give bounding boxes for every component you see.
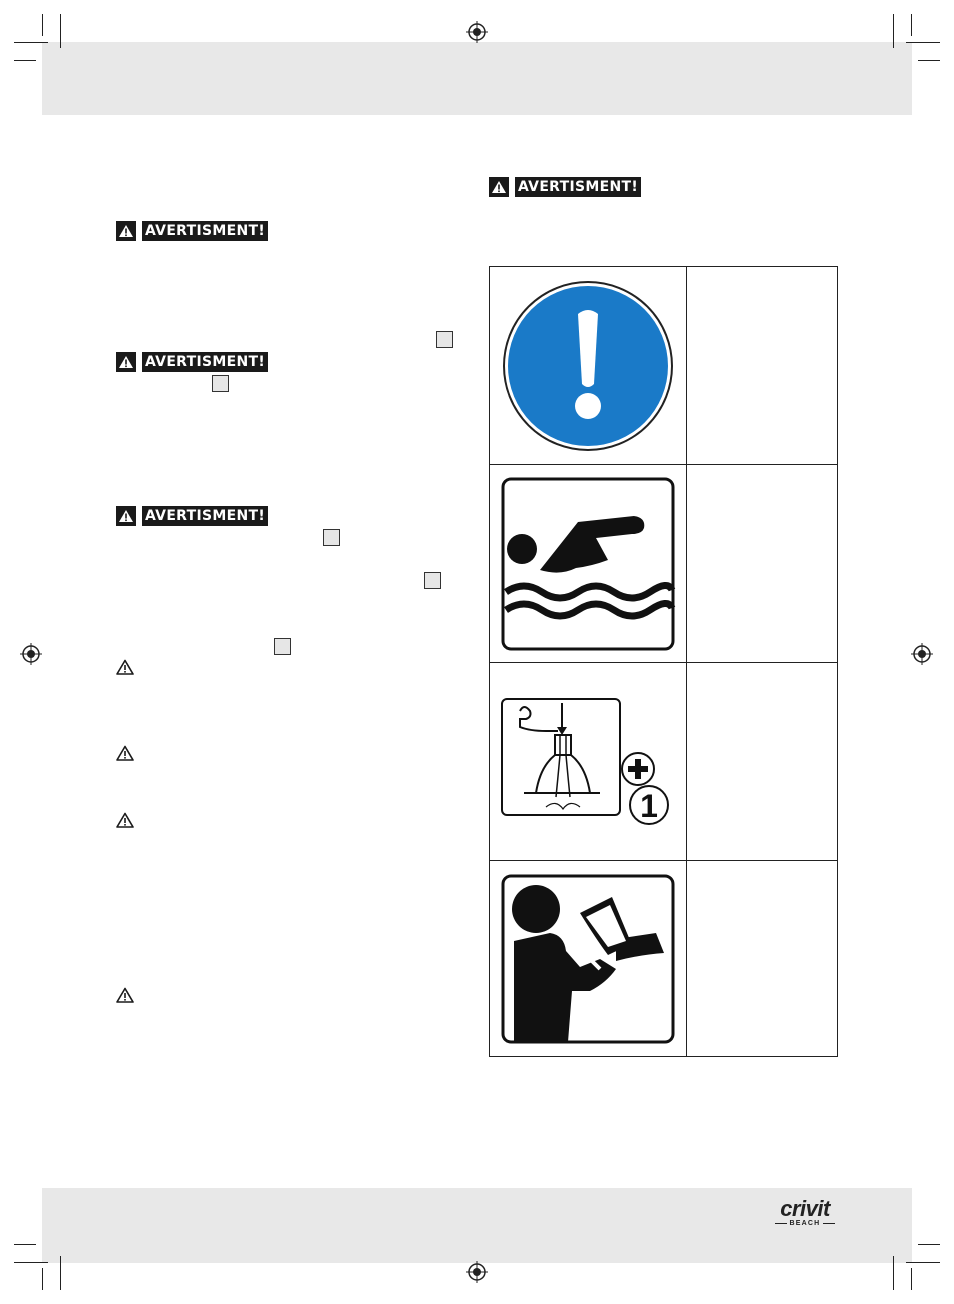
anchoring-icon — [500, 697, 676, 827]
figure-reference-box — [212, 375, 229, 392]
brand-logo — [770, 1198, 840, 1238]
mandatory-action-icon — [502, 280, 674, 452]
row-description — [687, 465, 837, 662]
table-row — [490, 861, 686, 1057]
registration-mark-icon — [466, 21, 488, 43]
row-description — [687, 663, 837, 860]
warning-word: AVERTISMENT! — [142, 506, 268, 526]
warning-label — [116, 506, 268, 526]
warning-word: AVERTISMENT! — [142, 221, 268, 241]
warning-label — [116, 352, 268, 372]
header-band — [42, 42, 912, 115]
row-description — [687, 267, 837, 464]
caution-triangle-icon — [116, 812, 134, 828]
registration-mark-icon — [466, 1261, 488, 1283]
brand-subline: BEACH — [789, 1220, 821, 1227]
warning-triangle-icon — [489, 177, 509, 197]
warning-word: AVERTISMENT! — [142, 352, 268, 372]
registration-mark-icon — [911, 643, 933, 665]
brand-name: crivit — [780, 1196, 830, 1221]
read-manual-icon — [500, 873, 676, 1045]
caution-triangle-icon — [116, 987, 134, 1003]
table-row — [490, 465, 686, 662]
figure-reference-box — [436, 331, 453, 348]
warning-triangle-icon — [116, 352, 136, 372]
caution-triangle-icon — [116, 659, 134, 675]
registration-mark-icon — [20, 643, 42, 665]
safety-icon-table — [489, 266, 838, 1057]
table-row — [490, 267, 686, 464]
warning-triangle-icon — [116, 506, 136, 526]
svg-text:1: 1 — [640, 787, 658, 824]
warning-word: AVERTISMENT! — [515, 177, 641, 197]
table-row — [490, 663, 686, 860]
row-description — [687, 861, 837, 1057]
warning-label — [116, 221, 268, 241]
figure-reference-box — [323, 529, 340, 546]
swimming-icon — [500, 476, 676, 652]
warning-label — [489, 177, 641, 197]
figure-reference-box — [424, 572, 441, 589]
figure-reference-box — [274, 638, 291, 655]
warning-triangle-icon — [116, 221, 136, 241]
caution-triangle-icon — [116, 745, 134, 761]
